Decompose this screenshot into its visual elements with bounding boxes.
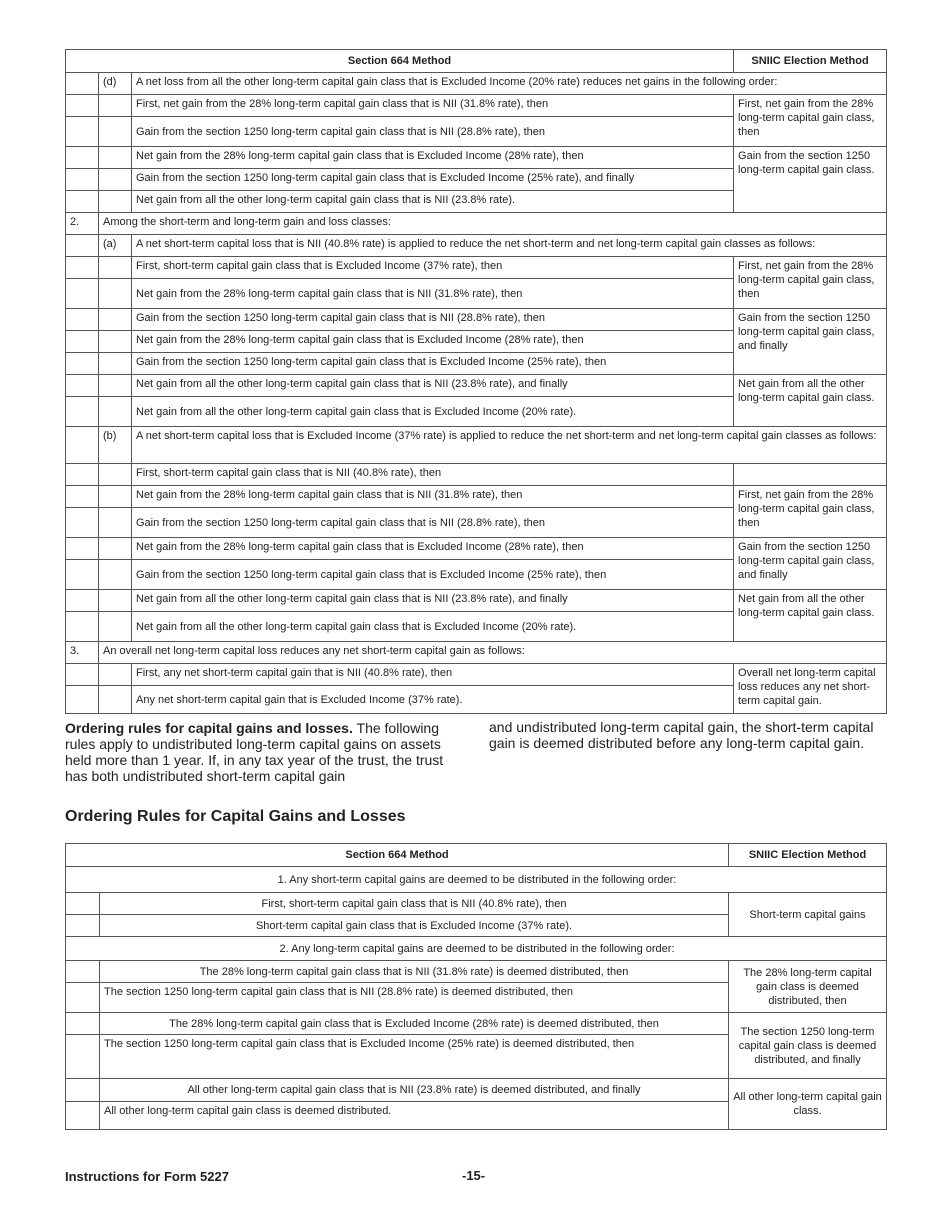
row-text: Gain from the section 1250 long-term capital gain class that is NII (28.8% rate), then xyxy=(132,508,734,538)
footer-form-name: Instructions for Form 5227 xyxy=(65,1169,229,1184)
section-title: Ordering Rules for Capital Gains and Losses xyxy=(65,808,406,825)
row-text: Short-term capital gain class that is Excluded Income (37% rate). xyxy=(100,915,729,937)
row-text: Gain from the section 1250 long-term capital gain class that is Excluded Income (25% rate), then xyxy=(132,560,734,590)
table-row xyxy=(66,147,887,169)
footer-page-number: -15- xyxy=(462,1168,486,1183)
sniic-cell: Overall net long-term capital loss reduces any net short-term capital gain. xyxy=(734,664,887,714)
sniic-cell: Short-term capital gains xyxy=(729,893,887,937)
header-section-664: Section 664 Method xyxy=(66,50,734,73)
table-row xyxy=(66,309,887,331)
table-row xyxy=(66,486,887,508)
sniic-cell: All other long-term capital gain class. xyxy=(729,1079,887,1130)
row-text: Gain from the section 1250 long-term capital gain class that is NII (28.8% rate), then xyxy=(132,309,734,331)
sniic-cell: The 28% long-term capital gain class is deemed distributed, then xyxy=(729,961,887,1013)
header-sniic: SNIIC Election Method xyxy=(734,50,887,73)
row-text: The section 1250 long-term capital gain class that is Excluded Income (25% rate) is deemed distributed, then xyxy=(100,1035,729,1079)
table-row xyxy=(66,538,887,560)
sniic-cell: Gain from the section 1250 long-term capital gain class, and finally xyxy=(734,538,887,590)
table-row xyxy=(66,95,887,117)
table-row xyxy=(66,590,887,612)
row-text: All other long-term capital gain class is deemed distributed. xyxy=(100,1102,729,1130)
item-number: 3. xyxy=(66,642,99,664)
row-text: Net gain from all the other long-term capital gain class that is Excluded Income (20% rate). xyxy=(132,397,734,427)
row-text: Net gain from all the other long-term capital gain class that is NII (23.8% rate). xyxy=(132,191,734,213)
sniic-cell: Gain from the section 1250 long-term capital gain class, and finally xyxy=(734,309,887,375)
table-row xyxy=(66,937,887,961)
row-text: All other long-term capital gain class that is NII (23.8% rate) is deemed distributed, and finally xyxy=(100,1079,729,1102)
header-sniic: SNIIC Election Method xyxy=(729,844,887,867)
ordering-table-losses xyxy=(65,49,887,714)
paragraph-heading: Ordering rules for capital gains and losses. xyxy=(65,720,353,736)
ordering-table-gains xyxy=(65,843,887,1130)
ordering-rules-paragraph xyxy=(65,720,467,784)
row-text: Gain from the section 1250 long-term capital gain class that is Excluded Income (25% rate), and finally xyxy=(132,169,734,191)
row-text: Net gain from the 28% long-term capital gain class that is Excluded Income (28% rate), then xyxy=(132,147,734,169)
table-row xyxy=(66,893,887,915)
row-text: Net gain from all the other long-term capital gain class that is NII (23.8% rate), and finally xyxy=(132,590,734,612)
row-text: First, any net short-term capital gain that is NII (40.8% rate), then xyxy=(132,664,734,686)
table-row xyxy=(66,235,887,257)
row-text: An overall net long-term capital loss reduces any net short-term capital gain as follows: xyxy=(99,642,887,664)
row-text: Gain from the section 1250 long-term capital gain class that is NII (28.8% rate), then xyxy=(132,117,734,147)
table-row xyxy=(66,1013,887,1035)
row-text: First, short-term capital gain class that is Excluded Income (37% rate), then xyxy=(132,257,734,279)
row-text: Net gain from the 28% long-term capital gain class that is Excluded Income (28% rate), then xyxy=(132,331,734,353)
table-row xyxy=(66,642,887,664)
paragraph-continuation: and undistributed long-term capital gain, the short-term capital gain is deemed distributed before any long-term capital gain. xyxy=(489,719,874,751)
table-row xyxy=(66,73,887,95)
table-row xyxy=(66,1079,887,1102)
table-row xyxy=(66,664,887,686)
sniic-cell: First, net gain from the 28% long-term capital gain class, then xyxy=(734,486,887,538)
row-text: The 28% long-term capital gain class that is NII (31.8% rate) is deemed distributed, then xyxy=(100,961,729,983)
row-text: Net gain from all the other long-term capital gain class that is NII (23.8% rate), and finally xyxy=(132,375,734,397)
sniic-cell: The section 1250 long-term capital gain class is deemed distributed, and finally xyxy=(729,1013,887,1079)
row-text: The 28% long-term capital gain class that is Excluded Income (28% rate) is deemed distributed, then xyxy=(100,1013,729,1035)
row-text: First, short-term capital gain class that is NII (40.8% rate), then xyxy=(132,464,734,486)
row-text: Net gain from the 28% long-term capital gain class that is NII (31.8% rate), then xyxy=(132,279,734,309)
table-row xyxy=(66,375,887,397)
sniic-cell: First, net gain from the 28% long-term capital gain class, then xyxy=(734,257,887,309)
row-text: Gain from the section 1250 long-term capital gain class that is Excluded Income (25% rate), then xyxy=(132,353,734,375)
row-text: A net loss from all the other long-term capital gain class that is Excluded Income (20% rate) reduces net gains in the following order: xyxy=(132,73,887,95)
row-label: (b) xyxy=(99,427,132,464)
table-row xyxy=(66,257,887,279)
row-label: (d) xyxy=(99,73,132,95)
row-text: The section 1250 long-term capital gain class that is NII (28.8% rate) is deemed distributed, then xyxy=(100,983,729,1013)
row-text: Any net short-term capital gain that is Excluded Income (37% rate). xyxy=(132,686,734,714)
row-text: First, short-term capital gain class that is NII (40.8% rate), then xyxy=(100,893,729,915)
row-text: Among the short-term and long-term gain and loss classes: xyxy=(99,213,887,235)
row-label: (a) xyxy=(99,235,132,257)
table-row xyxy=(66,427,887,464)
table-header-row xyxy=(66,50,887,73)
sniic-cell: Net gain from all the other long-term capital gain class. xyxy=(734,375,887,427)
paragraph-text: The following rules apply to undistributed long-term capital gains on assets held more than 1 year. If, in any tax year of the trust, the trust has both undistributed short-term capital gain xyxy=(65,720,444,784)
row-text: Net gain from all the other long-term capital gain class that is Excluded Income (20% rate). xyxy=(132,612,734,642)
row-text: A net short-term capital loss that is Excluded Income (37% rate) is applied to reduce the net short-term and net long-term capital gain classes as follows: xyxy=(132,427,887,464)
sniic-cell: First, net gain from the 28% long-term capital gain class, then xyxy=(734,95,887,147)
item-number: 2. xyxy=(66,213,99,235)
header-section-664: Section 664 Method xyxy=(66,844,729,867)
row-text: A net short-term capital loss that is NII (40.8% rate) is applied to reduce the net short-term and net long-term capital gain classes as follows: xyxy=(132,235,887,257)
sniic-cell: Net gain from all the other long-term capital gain class. xyxy=(734,590,887,642)
row-text: 2. Any long-term capital gains are deemed to be distributed in the following order: xyxy=(66,937,887,961)
row-text: Net gain from the 28% long-term capital gain class that is Excluded Income (28% rate), then xyxy=(132,538,734,560)
table-row xyxy=(66,961,887,983)
table-row xyxy=(66,867,887,893)
table-header-row xyxy=(66,844,887,867)
row-text: Net gain from the 28% long-term capital gain class that is NII (31.8% rate), then xyxy=(132,486,734,508)
table-row xyxy=(66,464,887,486)
sniic-cell: Gain from the section 1250 long-term capital gain class. xyxy=(734,147,887,213)
table-row xyxy=(66,213,887,235)
row-text: First, net gain from the 28% long-term capital gain class that is NII (31.8% rate), then xyxy=(132,95,734,117)
row-text: 1. Any short-term capital gains are deemed to be distributed in the following order: xyxy=(66,867,887,893)
